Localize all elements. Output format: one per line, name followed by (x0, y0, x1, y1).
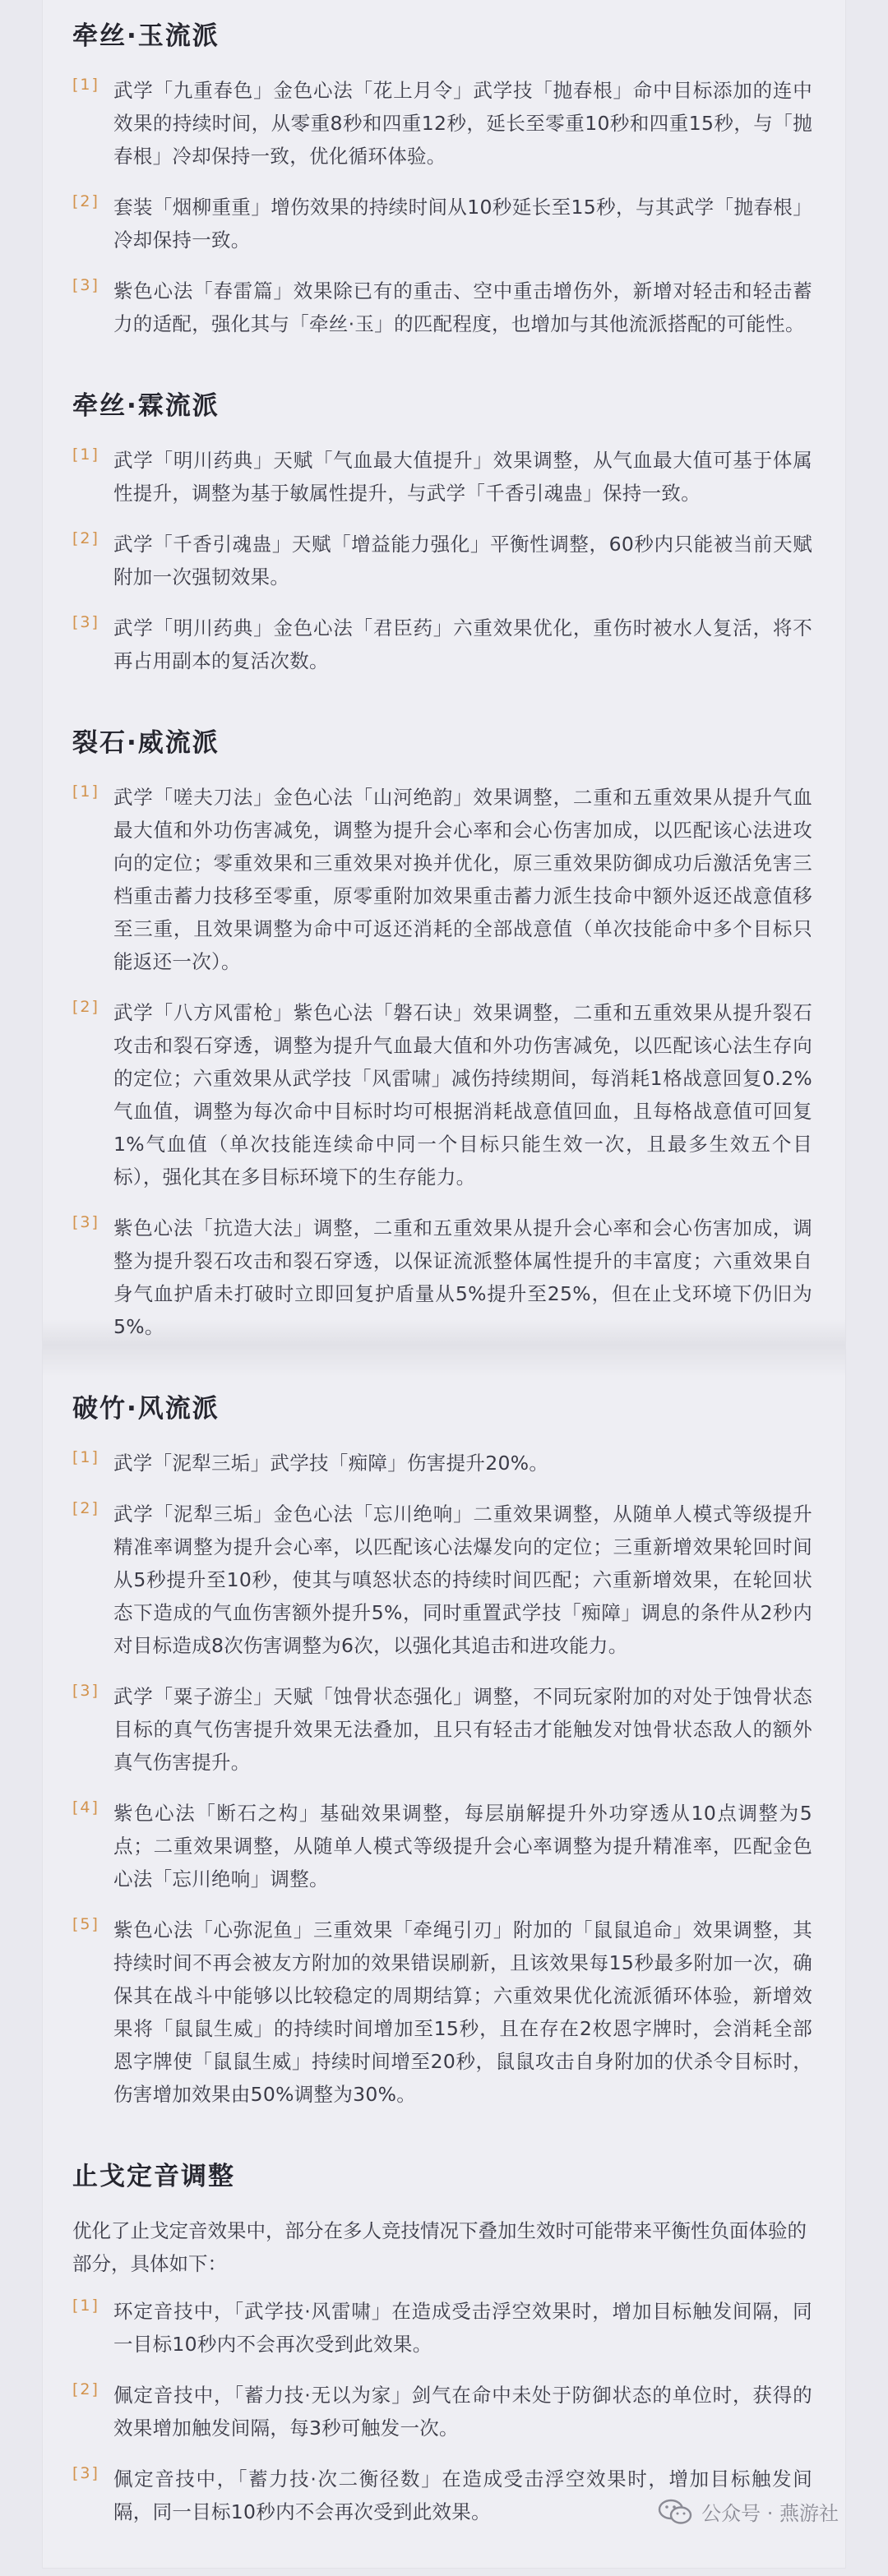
list-item (72, 1447, 812, 1480)
item-number: [2] (72, 998, 99, 1016)
list-item (72, 74, 812, 173)
list-item (72, 528, 812, 593)
section-qiansi-yu (72, 18, 812, 340)
item-text: 紫色心法「抗造大法」调整，二重和五重效果从提升会心率和会心伤害加成，调整为提升裂石攻击和裂石穿透，以保证流派整体属性提升的丰富度；六重效果自身气血护盾未打破时立即回复护盾量从5%提升至25%，但在止戈环境下仍旧为5%。 (113, 1216, 812, 1338)
item-number: [1] (72, 445, 99, 464)
item-text: 武学「泥犁三垢」武学技「痴障」伤害提升20%。 (113, 1452, 549, 1475)
item-text: 武学「千香引魂蛊」天赋「增益能力强化」平衡性调整，60秒内只能被当前天赋附加一次强韧效果。 (113, 533, 812, 589)
item-number: [1] (72, 76, 99, 94)
wechat-icon (657, 2498, 693, 2526)
list-item (72, 781, 812, 978)
article-content (72, 18, 812, 2576)
list-item (72, 996, 812, 1193)
item-text: 佩定音技中，「蓄力技·次二衡径数」在造成受击浮空效果时，增加目标触发间隔，同一目标10秒内不会再次受到此效果。 (113, 2468, 812, 2523)
item-text: 紫色心法「春雷篇」效果除已有的重击、空中重击增伤外，新增对轻击和轻击蓄力的适配，强化其与「牵丝·玉」的匹配程度，也增加与其他流派搭配的可能性。 (113, 279, 812, 335)
item-text: 紫色心法「断石之构」基础效果调整，每层崩解提升外功穿透从10点调整为5点；二重效果调整，从随单人模式等级提升会心率调整为提升精准率，匹配金色心法「忘川绝响」调整。 (113, 1802, 812, 1890)
item-number: [2] (72, 2380, 99, 2398)
item-text: 紫色心法「心弥泥鱼」三重效果「牵绳引刃」附加的「鼠鼠追命」效果调整，其持续时间不再会被友方附加的效果错误刷新，且该效果每15秒最多附加一次，确保其在战斗中能够以比较稳定的周期结算；六重效果优化流派循环体验，新增效果将「鼠鼠生威」的持续时间增加至15秒，且在存在2枚恩字牌时，会消耗全部恩字牌使「鼠鼠生威」持续时间增至20秒，鼠鼠攻击自身附加的伏杀令目标时，伤害增加效果由50%调整为30%。 (113, 1918, 812, 2106)
list-item (72, 2295, 812, 2361)
item-text: 武学「九重春色」金色心法「花上月令」武学技「抛春根」命中目标添加的连中效果的持续时间，从零重8秒和四重12秒，延长至零重10秒和四重15秒，与「抛春根」冷却保持一致，优化循环体验。 (113, 79, 812, 168)
section-pozhu-feng (72, 1391, 812, 2111)
item-number: [3] (72, 2464, 99, 2482)
item-number: [1] (72, 2297, 99, 2315)
item-number: [4] (72, 1798, 99, 1817)
section-title: 牵丝·霖流派 (72, 391, 220, 421)
item-text: 武学「粟子游尘」天赋「蚀骨状态强化」调整，不同玩家附加的对处于蚀骨状态目标的真气伤害提升效果无法叠加，且只有轻击才能触发对蚀骨状态敌人的额外真气伤害提升。 (113, 1685, 812, 1774)
item-text: 套装「烟柳重重」增伤效果的持续时间从10秒延长至15秒，与其武学「抛春根」冷却保持一致。 (113, 196, 812, 252)
list-item (72, 1680, 812, 1779)
section-title: 牵丝·玉流派 (72, 21, 220, 51)
list-item (72, 612, 812, 677)
item-number: [3] (72, 1213, 99, 1231)
item-number: [1] (72, 1448, 99, 1466)
watermark-text: 公众号 · 燕游社 (701, 2502, 839, 2525)
list-item (72, 191, 812, 256)
section-lieshi-wei (72, 725, 812, 1343)
list-item (72, 1797, 812, 1895)
list-item (72, 275, 812, 340)
section-zhige-dingyin (72, 2158, 812, 2528)
section-qiansi-lin (72, 388, 812, 677)
item-text: 武学「泥犁三垢」金色心法「忘川绝响」二重效果调整，从随单人模式等级提升精准率调整为提升会心率，以匹配该心法爆发向的定位；三重新增效果轮回时间从5秒提升至10秒，使其与嗔怒状态的持续时间匹配；六重新增效果，在轮回状态下造成的气血伤害额外提升5%，同时重置武学技「痴障」调息的条件从2秒内对目标造成8次伤害调整为6次，以强化其追击和进攻能力。 (113, 1503, 812, 1657)
item-number: [2] (72, 192, 99, 210)
item-text: 环定音技中，「武学技·风雷啸」在造成受击浮空效果时，增加目标触发间隔，同一目标10秒内不会再次受到此效果。 (113, 2300, 812, 2356)
list-item (72, 2379, 812, 2444)
section-title: 破竹·风流派 (72, 1394, 220, 1424)
section-intro: 优化了止戈定音效果中，部分在多人竞技情况下叠加生效时可能带来平衡性负面体验的部分，具体如下： (72, 2219, 807, 2275)
watermark (657, 2497, 839, 2526)
item-text: 佩定音技中，「蓄力技·无以为家」剑气在命中未处于防御状态的单位时，获得的效果增加触发间隔，每3秒可触发一次。 (113, 2384, 812, 2440)
item-text: 武学「嗟夫刀法」金色心法「山河绝韵」效果调整，二重和五重效果从提升气血最大值和外功伤害减免，调整为提升会心率和会心伤害加成，以匹配该心法进攻向的定位；零重效果和三重效果对换并优化，原三重效果防御成功后激活免害三档重击蓄力技移至零重，原零重附加效果重击蓄力派生技命中额外返还战意值移至三重，且效果调整为命中可返还消耗的全部战意值（单次技能命中多个目标只能返还一次）。 (113, 786, 812, 973)
item-number: [1] (72, 782, 99, 801)
item-text: 武学「明川药典」金色心法「君臣药」六重效果优化，重伤时被水人复活，将不再占用副本的复活次数。 (113, 616, 812, 672)
item-text: 武学「八方风雷枪」紫色心法「磐石诀」效果调整，二重和五重效果从提升裂石攻击和裂石穿透，调整为提升气血最大值和外功伤害减免，以匹配该心法生存向的定位；六重效果从武学技「风雷啸」减伤持续期间，每消耗1格战意回复0.2%气血值，调整为每次命中目标时均可根据消耗战意值回血，且每格战意值可回复1%气血值（单次技能连续命中同一个目标只能生效一次，且最多生效五个目标），强化其在多目标环境下的生存能力。 (113, 1001, 812, 1189)
item-number: [3] (72, 613, 99, 631)
section-title: 止戈定音调整 (72, 2162, 235, 2191)
list-item (72, 1212, 812, 1343)
item-number: [5] (72, 1915, 99, 1933)
item-number: [3] (72, 276, 99, 294)
list-item (72, 1498, 812, 1662)
list-item (72, 1914, 812, 2111)
item-text: 武学「明川药典」天赋「气血最大值提升」效果调整，从气血最大值可基于体属性提升，调整为基于敏属性提升，与武学「千香引魂蛊」保持一致。 (113, 449, 812, 505)
item-number: [2] (72, 1499, 99, 1517)
section-title: 裂石·威流派 (72, 728, 220, 758)
item-number: [3] (72, 1682, 99, 1700)
list-item (72, 444, 812, 510)
item-number: [2] (72, 529, 99, 547)
